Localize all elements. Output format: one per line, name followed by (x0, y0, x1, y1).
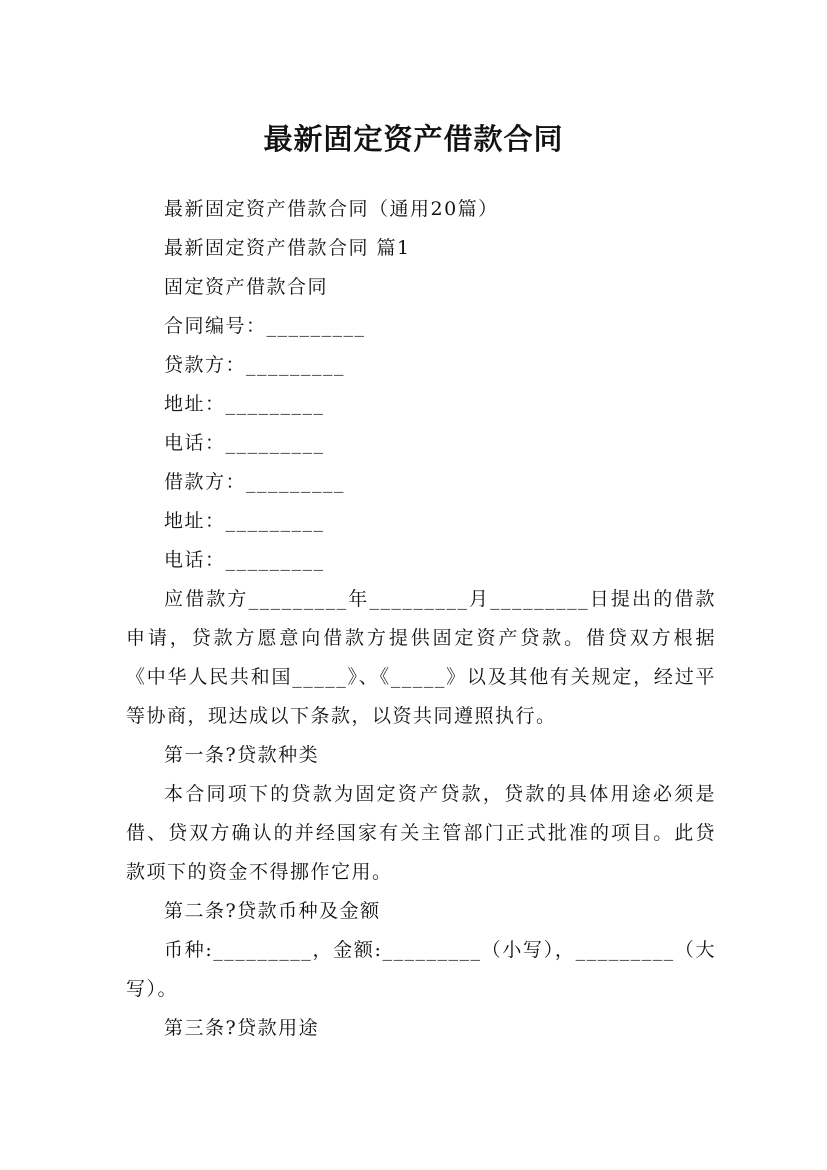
lender-address-field: 地址：_________ (164, 393, 325, 415)
lender-phone-field: 电话：_________ (164, 432, 325, 454)
contract-name: 固定资产借款合同 (164, 276, 329, 298)
article-3-heading: 第三条?贷款用途 (164, 1017, 320, 1039)
lender-field: 贷款方：_________ (164, 354, 346, 376)
article-1-heading: 第一条?贷款种类 (164, 744, 320, 766)
borrower-address-field: 地址：_________ (164, 510, 325, 532)
borrower-phone-field: 电话：_________ (164, 549, 325, 571)
article-2-heading: 第二条?贷款币种及金额 (164, 900, 381, 922)
preamble-paragraph: 应借款方_________年_________月_________日提出的借款申请，贷款方愿意向借款方提供固定资产贷款。借贷双方根据《中华人民共和国_____》、《_____》以及其他有关规定，经过平等协商，现达成以下条款，以资共同遵照执行。 (126, 588, 716, 727)
document-subtitle: 最新固定资产借款合同（通用20篇） (164, 198, 499, 220)
contract-number-field: 合同编号：_________ (164, 315, 366, 337)
article-1-paragraph: 本合同项下的贷款为固定资产贷款，贷款的具体用途必须是借、贷双方确认的并经国家有关主管部门正式批准的项目。此贷款项下的资金不得挪作它用。 (126, 783, 716, 883)
document-body (126, 190, 716, 1048)
article-2-paragraph: 币种:_________，金额:_________（小写），_________（大写）。 (126, 939, 716, 1000)
section-heading: 最新固定资产借款合同 篇1 (164, 237, 411, 259)
document-title: 最新固定资产借款合同 (263, 122, 564, 157)
borrower-field: 借款方：_________ (164, 471, 346, 493)
